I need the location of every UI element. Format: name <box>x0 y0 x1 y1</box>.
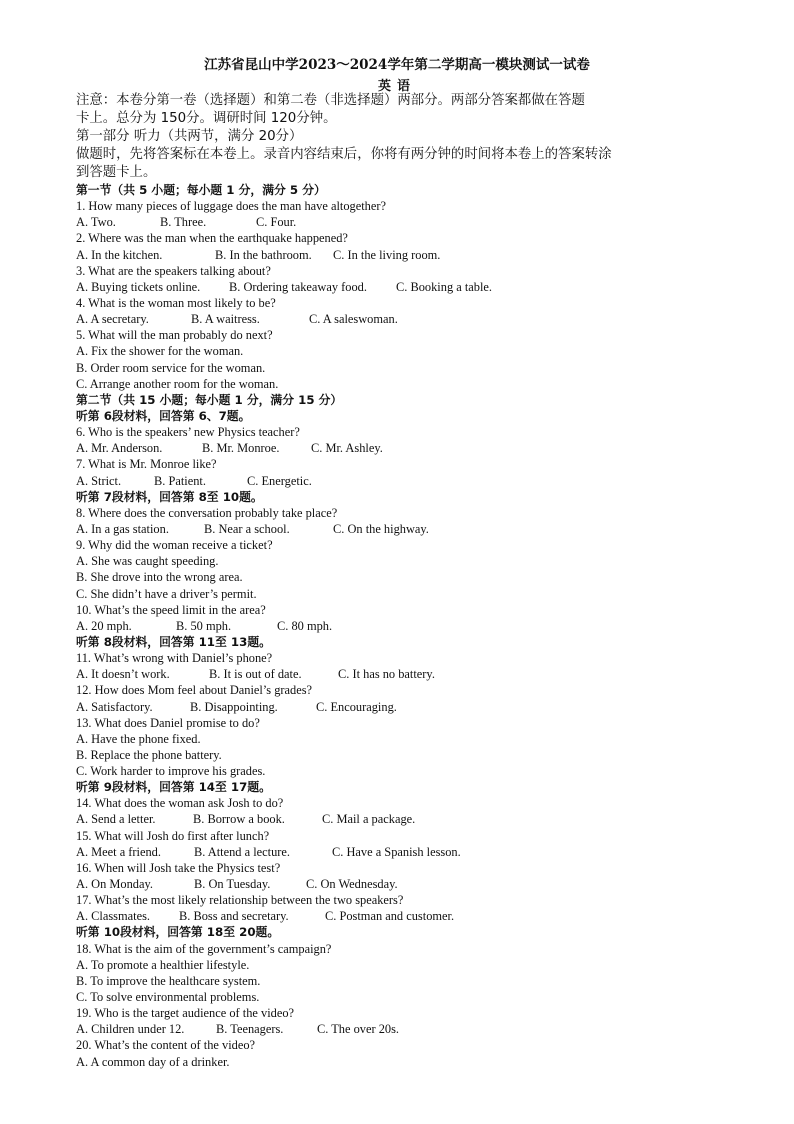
option-b: B. Patient. <box>154 473 206 488</box>
option-b: B. Borrow a book. <box>193 812 285 827</box>
option-a: A. A common day of a drinker. <box>76 1054 230 1069</box>
material-heading: 听第 7段材料，回答第 8至 10题。 <box>76 489 263 504</box>
option-c: C. Postman and customer. <box>325 909 455 924</box>
instruction-line: 做题时，先将答案标在本卷上。录音内容结束后，你将有两分钟的时间将本卷上的答案转涂 <box>76 147 612 162</box>
options-row <box>76 214 716 230</box>
option-c: C. The over 20s. <box>317 1022 400 1037</box>
option-c: C. In the living room. <box>333 247 441 262</box>
option-c: C. Energetic. <box>247 473 312 488</box>
question-text: 10. What’s the speed limit in the area? <box>76 602 266 617</box>
section-heading: 第二节（共 15 小题；每小题 1 分，满分 15 分） <box>76 392 343 407</box>
option-c: C. Mr. Ashley. <box>311 441 383 456</box>
question-text: 14. What does the woman ask Josh to do? <box>76 796 284 811</box>
material-heading: 听第 10段材料，回答第 18至 20题。 <box>76 925 280 940</box>
option-c: C. Mail a package. <box>322 812 416 827</box>
options-row <box>76 908 716 924</box>
options-row <box>76 876 716 892</box>
option-c: C. Work harder to improve his grades. <box>76 764 266 779</box>
option-a: A. In the kitchen. <box>76 247 163 262</box>
options-row <box>76 1021 716 1037</box>
option-b: B. 50 mph. <box>176 618 232 633</box>
option-c: C. It has no battery. <box>338 667 435 682</box>
options-row <box>76 473 716 489</box>
option-a: A. Fix the shower for the woman. <box>76 344 244 359</box>
option-b: B. Attend a lecture. <box>194 844 290 859</box>
option-a: A. In a gas station. <box>76 521 169 536</box>
question-text: 2. Where was the man when the earthquake happened? <box>76 231 348 246</box>
option-a: A. To promote a healthier lifestyle. <box>76 957 250 972</box>
option-c: C. Booking a table. <box>396 279 493 294</box>
note-line: 注意：本卷分第一卷（选择题）和第二卷（非选择题）两部分。两部分答案都做在答题 <box>76 93 585 108</box>
options-row <box>76 247 716 263</box>
question-text: 7. What is Mr. Monroe like? <box>76 457 217 472</box>
option-a: A. Meet a friend. <box>76 844 161 859</box>
question-text: 8. Where does the conversation probably take place? <box>76 505 338 520</box>
section-heading: 第一节（共 5 小题；每小题 1 分，满分 5 分） <box>76 183 326 197</box>
option-a: A. Mr. Anderson. <box>76 441 163 456</box>
options-row <box>76 844 716 860</box>
option-b: B. A waitress. <box>191 312 260 327</box>
note-line: 卡上。总分为 150分。调研时间 120分钟。 <box>76 111 337 126</box>
option-b: B. In the bathroom. <box>215 247 312 262</box>
option-a: A. Send a letter. <box>76 812 156 827</box>
option-b: B. Teenagers. <box>216 1022 284 1037</box>
option-b: B. To improve the healthcare system. <box>76 973 261 988</box>
option-c: C. On the highway. <box>333 521 429 536</box>
material-heading: 听第 6段材料，回答第 6、7题。 <box>76 408 251 423</box>
option-c: C. To solve environmental problems. <box>76 990 260 1005</box>
option-a: A. Satisfactory. <box>76 699 153 714</box>
question-text: 17. What’s the most likely relationship between the two speakers? <box>76 893 404 908</box>
option-c: C. Four. <box>256 215 297 230</box>
part-heading: 第一部分 听力（共两节，满分 20分） <box>76 129 303 144</box>
option-b: B. Mr. Monroe. <box>202 441 280 456</box>
option-b: B. Ordering takeaway food. <box>229 279 367 294</box>
instruction-line: 到答题卡上。 <box>76 165 157 180</box>
question-text: 16. When will Josh take the Physics test? <box>76 860 281 875</box>
question-text: 13. What does Daniel promise to do? <box>76 715 260 730</box>
question-text: 4. What is the woman most likely to be? <box>76 295 276 310</box>
option-c: C. Arrange another room for the woman. <box>76 376 279 391</box>
options-row <box>76 311 716 327</box>
option-a: A. Children under 12. <box>76 1022 185 1037</box>
question-text: 6. Who is the speakers’ new Physics teacher? <box>76 425 300 440</box>
exam-title: 江苏省昆山中学2023～2024学年第二学期高一模块测试一试卷 <box>204 57 590 73</box>
options-row <box>76 279 716 295</box>
option-b: B. Three. <box>160 215 207 230</box>
option-a: A. On Monday. <box>76 877 153 892</box>
option-b: B. On Tuesday. <box>194 877 271 892</box>
option-a: A. She was caught speeding. <box>76 554 219 569</box>
option-b: B. Near a school. <box>204 521 290 536</box>
question-text: 11. What’s wrong with Daniel’s phone? <box>76 651 273 666</box>
option-c: C. A saleswoman. <box>309 312 398 327</box>
option-b: B. Disappointing. <box>190 699 278 714</box>
option-b: B. Boss and secretary. <box>179 909 289 924</box>
question-text: 18. What is the aim of the government’s campaign? <box>76 941 332 956</box>
option-b: B. Order room service for the woman. <box>76 360 266 375</box>
material-heading: 听第 8段材料，回答第 11至 13题。 <box>76 634 271 649</box>
option-b: B. It is out of date. <box>209 667 302 682</box>
question-text: 5. What will the man probably do next? <box>76 328 273 343</box>
question-text: 19. Who is the target audience of the video? <box>76 1006 295 1021</box>
question-text: 9. Why did the woman receive a ticket? <box>76 538 273 553</box>
option-b: B. Replace the phone battery. <box>76 747 222 762</box>
option-a: A. It doesn’t work. <box>76 667 170 682</box>
question-text: 1. How many pieces of luggage does the man have altogether? <box>76 199 387 214</box>
option-a: A. Have the phone fixed. <box>76 731 201 746</box>
question-text: 3. What are the speakers talking about? <box>76 263 271 278</box>
option-a: A. 20 mph. <box>76 618 132 633</box>
option-c: C. She didn’t have a driver’s permit. <box>76 586 257 601</box>
subject-title: 英语 <box>377 79 416 94</box>
option-c: C. 80 mph. <box>277 618 333 633</box>
material-heading: 听第 9段材料，回答第 14至 17题。 <box>76 780 271 795</box>
question-text: 20. What’s the content of the video? <box>76 1038 256 1053</box>
option-a: A. Strict. <box>76 473 122 488</box>
option-a: A. A secretary. <box>76 312 149 327</box>
options-row <box>76 699 716 715</box>
option-c: C. Have a Spanish lesson. <box>332 844 461 859</box>
question-text: 12. How does Mom feel about Daniel’s grades? <box>76 683 313 698</box>
options-row <box>76 811 716 827</box>
option-a: A. Buying tickets online. <box>76 279 201 294</box>
option-c: C. Encouraging. <box>316 699 397 714</box>
option-a: A. Two. <box>76 215 116 230</box>
options-row <box>76 666 716 682</box>
options-row <box>76 440 716 456</box>
option-c: C. On Wednesday. <box>306 877 398 892</box>
option-b: B. She drove into the wrong area. <box>76 570 243 585</box>
options-row <box>76 618 716 634</box>
exam-body <box>76 92 716 1070</box>
option-a: A. Classmates. <box>76 909 150 924</box>
question-text: 15. What will Josh do first after lunch? <box>76 828 270 843</box>
options-row <box>76 521 716 537</box>
